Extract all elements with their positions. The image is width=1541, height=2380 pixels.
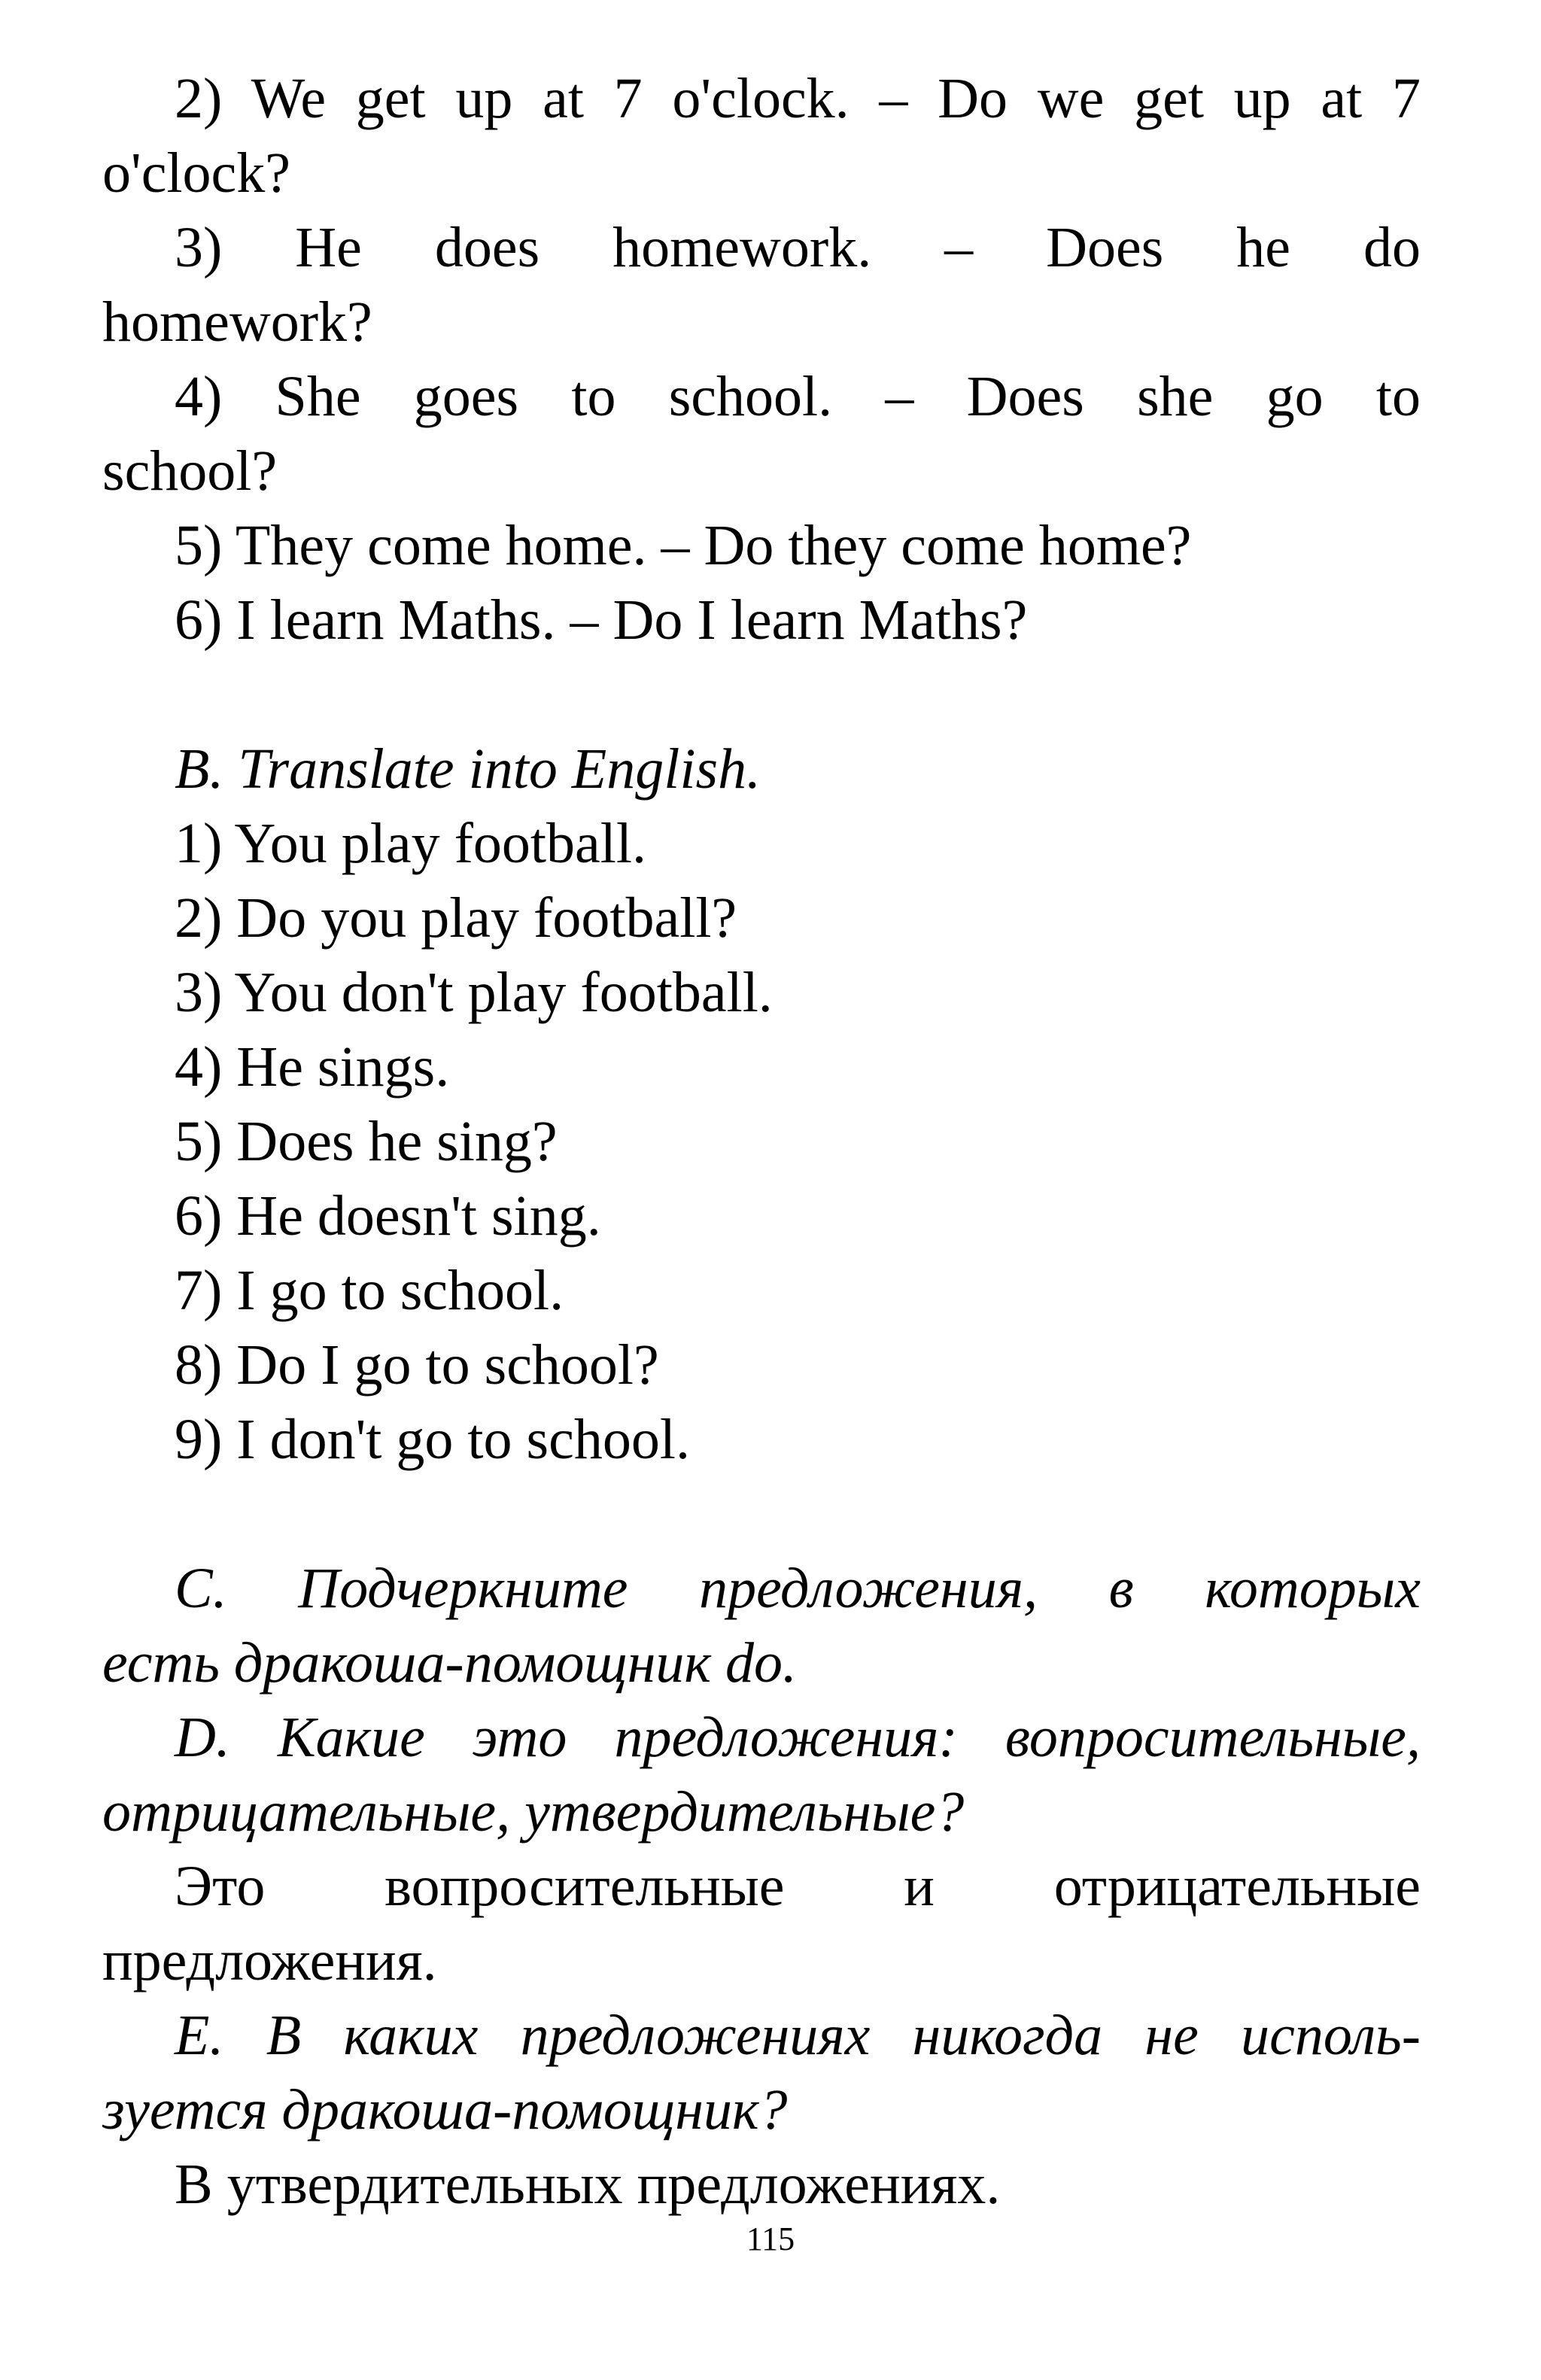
exercise-b-item: 6) He doesn't sing. — [175, 1184, 601, 1248]
page-content — [102, 62, 1421, 2222]
exercise-a-item-4-line-1: 4) She goes to school. – Does she go to — [175, 365, 1421, 428]
spacer — [102, 658, 1421, 732]
exercise-b-item: 2) Do you play football? — [175, 886, 737, 950]
exercise-a-item-3-line-1: 3) He does homework. – Does he do — [175, 216, 1421, 279]
exercise-c-line-2: есть дракоша-помощник do. — [102, 1631, 797, 1695]
page-number: 115 — [746, 2220, 795, 2257]
exercise-b-item: 3) You don't play football. — [175, 961, 773, 1024]
exercise-b-item: 8) Do I go to school? — [175, 1333, 659, 1397]
exercise-d-question-line-2: отрицательные, утвердительные? — [102, 1780, 965, 1844]
exercise-b-item: 9) I don't go to school. — [175, 1408, 690, 1471]
exercise-c-line-1: C. Подчеркните предложения, в которых — [175, 1557, 1421, 1620]
exercise-b-heading: B. Translate into English. — [175, 737, 761, 801]
spacer — [102, 1477, 1421, 1552]
exercise-b-item: 1) You play football. — [175, 812, 646, 875]
exercise-a-item-4-line-2: school? — [102, 439, 278, 503]
exercise-b-item: 5) Does he sing? — [175, 1110, 558, 1173]
exercise-d-question-line-1: D. Какие это предложения: вопросительные, — [175, 1706, 1421, 1769]
exercise-e-answer: В утвердительных предложениях. — [175, 2153, 1001, 2216]
exercise-a-item-5: 5) They come home. – Do they come home? — [175, 514, 1192, 577]
exercise-e-question-line-1: E. В каких предложениях никогда не исполь- — [175, 2004, 1421, 2067]
exercise-a-item-2-line-1: 2) We get up at 7 o'clock. – Do we get up at 7 — [175, 67, 1421, 130]
exercise-e-question-line-2: зуется дракоша-помощник? — [102, 2078, 788, 2141]
exercise-d-answer-line-2: предложения. — [102, 1929, 437, 1992]
exercise-a-item-2-line-2: o'clock? — [102, 141, 291, 205]
exercise-a-item-6: 6) I learn Maths. – Do I learn Maths? — [175, 588, 1028, 652]
exercise-a-item-3-line-2: homework? — [102, 290, 372, 354]
exercise-b-item: 4) He sings. — [175, 1035, 450, 1099]
exercise-b-item: 7) I go to school. — [175, 1259, 564, 1322]
exercise-d-answer-line-1: Это вопросительные и отрицательные — [175, 1855, 1421, 1918]
